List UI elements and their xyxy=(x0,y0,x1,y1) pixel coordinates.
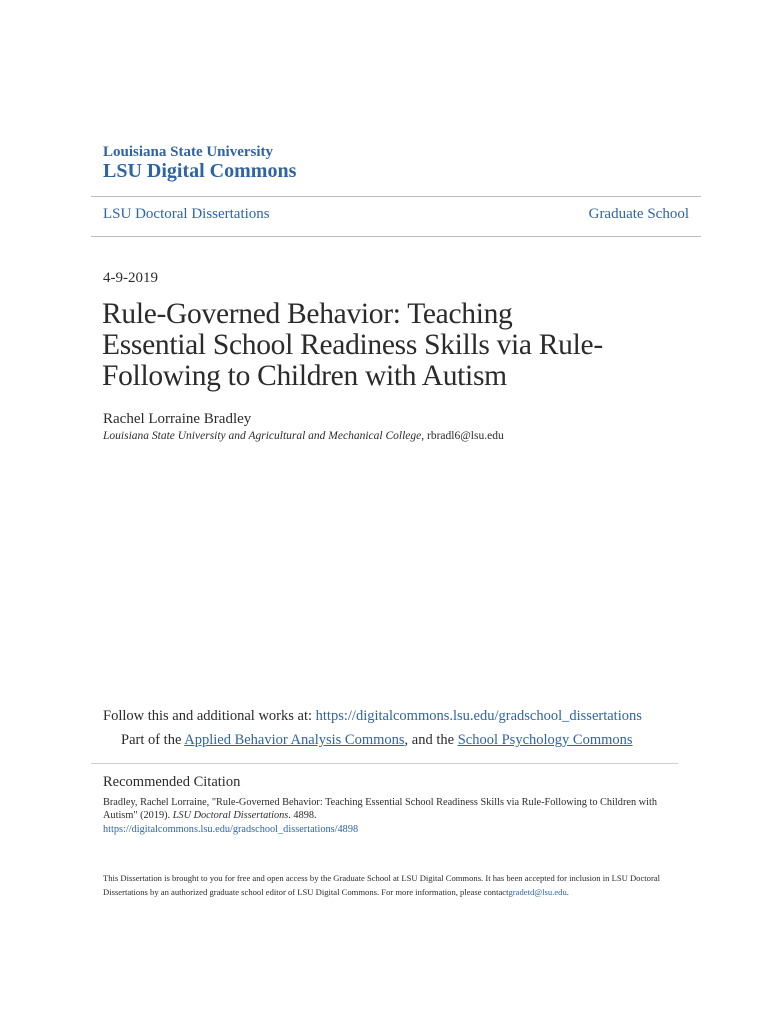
access-notice-text: This Dissertation is brought to you for free and open access by the Graduate School at LSU Digital Commons. It has been accepted for inclusion in LSU Doctoral Dissertations by an authorized graduate school editor of LSU Digital Commons. For more information, please contact xyxy=(103,873,661,897)
citation-heading: Recommended Citation xyxy=(103,774,241,790)
author-affiliation xyxy=(103,430,504,442)
school-psychology-link[interactable]: School Psychology Commons xyxy=(457,732,633,748)
document-title: Rule-Governed Behavior: Teaching Essential School Readiness Skills via Rule-Following to Children with Autism xyxy=(102,298,603,392)
header-divider-bottom xyxy=(91,236,701,237)
doctoral-dissertations-link[interactable]: LSU Doctoral Dissertations xyxy=(103,206,270,222)
partof-prefix: Part of the xyxy=(121,732,185,748)
part-of-line xyxy=(121,732,633,749)
affiliation-institution: Louisiana State University and Agricultural and Mechanical College xyxy=(103,430,422,442)
access-notice xyxy=(103,871,683,899)
university-name: Louisiana State University xyxy=(103,144,274,160)
author-name: Rachel Lorraine Bradley xyxy=(103,411,252,427)
graduate-school-link[interactable]: Graduate School xyxy=(588,206,689,222)
citation-divider xyxy=(91,763,678,764)
access-notice-end: . xyxy=(566,887,569,897)
collection-url-link[interactable]: https://digitalcommons.lsu.edu/gradschool_dissertations xyxy=(315,708,642,724)
partof-middle: , and the xyxy=(404,732,458,748)
citation-number: . 4898. xyxy=(288,810,317,821)
citation-url-link[interactable]: https://digitalcommons.lsu.edu/gradschool_dissertations/4898 xyxy=(103,824,359,835)
citation-text xyxy=(103,796,678,822)
follow-prefix: Follow this and additional works at: xyxy=(103,708,316,724)
applied-behavior-analysis-link[interactable]: Applied Behavior Analysis Commons xyxy=(184,732,405,748)
citation-series: LSU Doctoral Dissertations xyxy=(172,810,289,821)
contact-email-link[interactable]: gradetd@lsu.edu xyxy=(508,887,567,897)
citation-body: Bradley, Rachel Lorraine, "Rule-Governed Behavior: Teaching Essential School Readiness Skills via Rule-Following to Children with Autism" (2019). xyxy=(103,797,657,821)
follow-line xyxy=(103,708,642,725)
repository-link[interactable]: LSU Digital Commons xyxy=(103,160,297,182)
author-email: , rbradl6@lsu.edu xyxy=(421,430,504,442)
publication-date: 4-9-2019 xyxy=(103,270,158,286)
header-divider-top xyxy=(91,196,701,197)
